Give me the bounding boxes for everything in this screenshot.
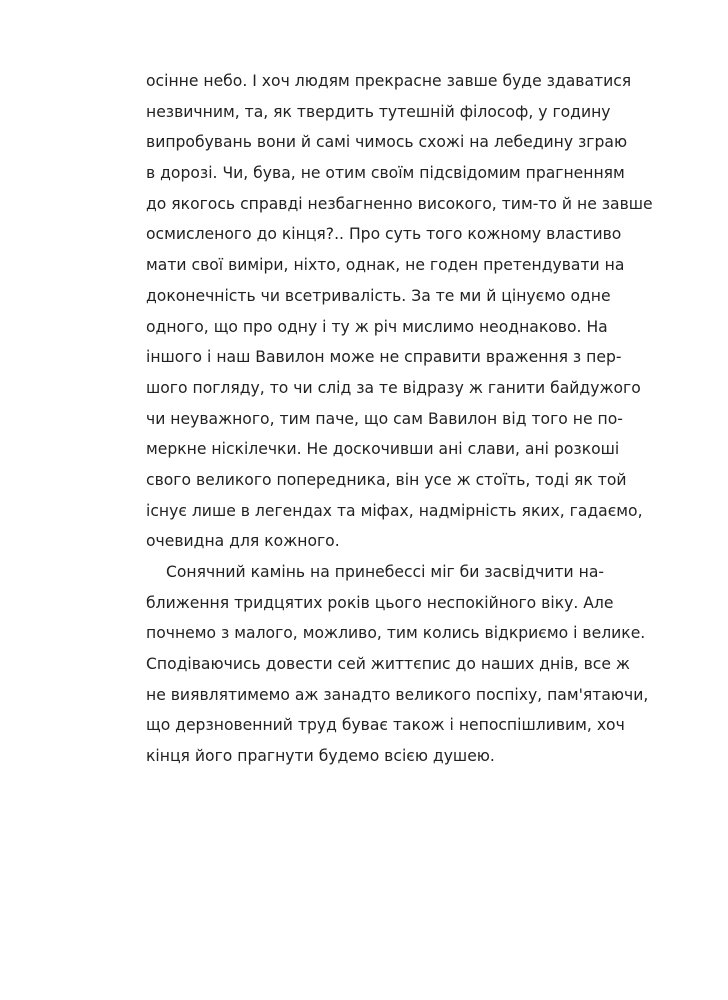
paragraph-2 <box>146 557 649 772</box>
text-line: шого погляду, то чи слід за те відразу ж ганити байдужого <box>146 378 641 397</box>
text-line: до якогось справді незбагненно високого, тим-то й не завше <box>146 194 653 213</box>
text-line: існує лише в легендах та міфах, надмірність яких, гадаємо, <box>146 501 643 520</box>
text-line: в дорозі. Чи, бува, не отим своїм підсвідомим прагненням <box>146 164 625 183</box>
text-line: мати свої виміри, ніхто, однак, не годен претендувати на <box>146 256 625 275</box>
text-line: незвичним, та, як твердить тутешній філософ, у годину <box>146 102 611 121</box>
text-line: випробувань вони й самі чимось схожі на лебедину зграю <box>146 133 628 152</box>
text-line: осмисленого до кінця?.. Про суть того кожному властиво <box>146 225 622 244</box>
text-line: меркне ніскілечки. Не доскочивши ані слави, ані розкоші <box>146 440 620 459</box>
text-line: Сподіваючись довести сей життєпис до наших днів, все ж <box>146 655 630 674</box>
text-line: іншого і наш Вавилон може не справити враження з пер- <box>146 348 622 367</box>
text-line: почнемо з малого, можливо, тим колись відкриємо і велике. <box>146 624 646 643</box>
text-line: осінне небо. І хоч людям прекрасне завше буде здаватися <box>146 72 632 90</box>
text-line: очевидна для кожного. <box>146 532 340 551</box>
text-line: одного, що про одну і ту ж річ мислимо неоднаково. На <box>146 317 608 336</box>
text-line: свого великого попередника, він усе ж стоїть, тоді як той <box>146 470 627 489</box>
text-line: Сонячний камінь на принебессі міг би засвідчити на- <box>166 563 605 581</box>
text-line: кінця його прагнути будемо всією душею. <box>146 747 495 766</box>
text-line: що дерзновенний труд буває також і непоспішливим, хоч <box>146 716 625 735</box>
text-line: не виявлятимемо аж занадто великого поспіху, пам'ятаючи, <box>146 685 649 704</box>
body-text <box>146 66 653 772</box>
paragraph-1 <box>146 66 653 557</box>
text-line: чи неуважного, тим паче, що сам Вавилон від того не по- <box>146 409 623 428</box>
text-line: ближення тридцятих років цього неспокійного віку. Але <box>146 593 614 612</box>
text-line: доконечність чи всетривалість. За те ми й цінуємо одне <box>146 286 611 305</box>
